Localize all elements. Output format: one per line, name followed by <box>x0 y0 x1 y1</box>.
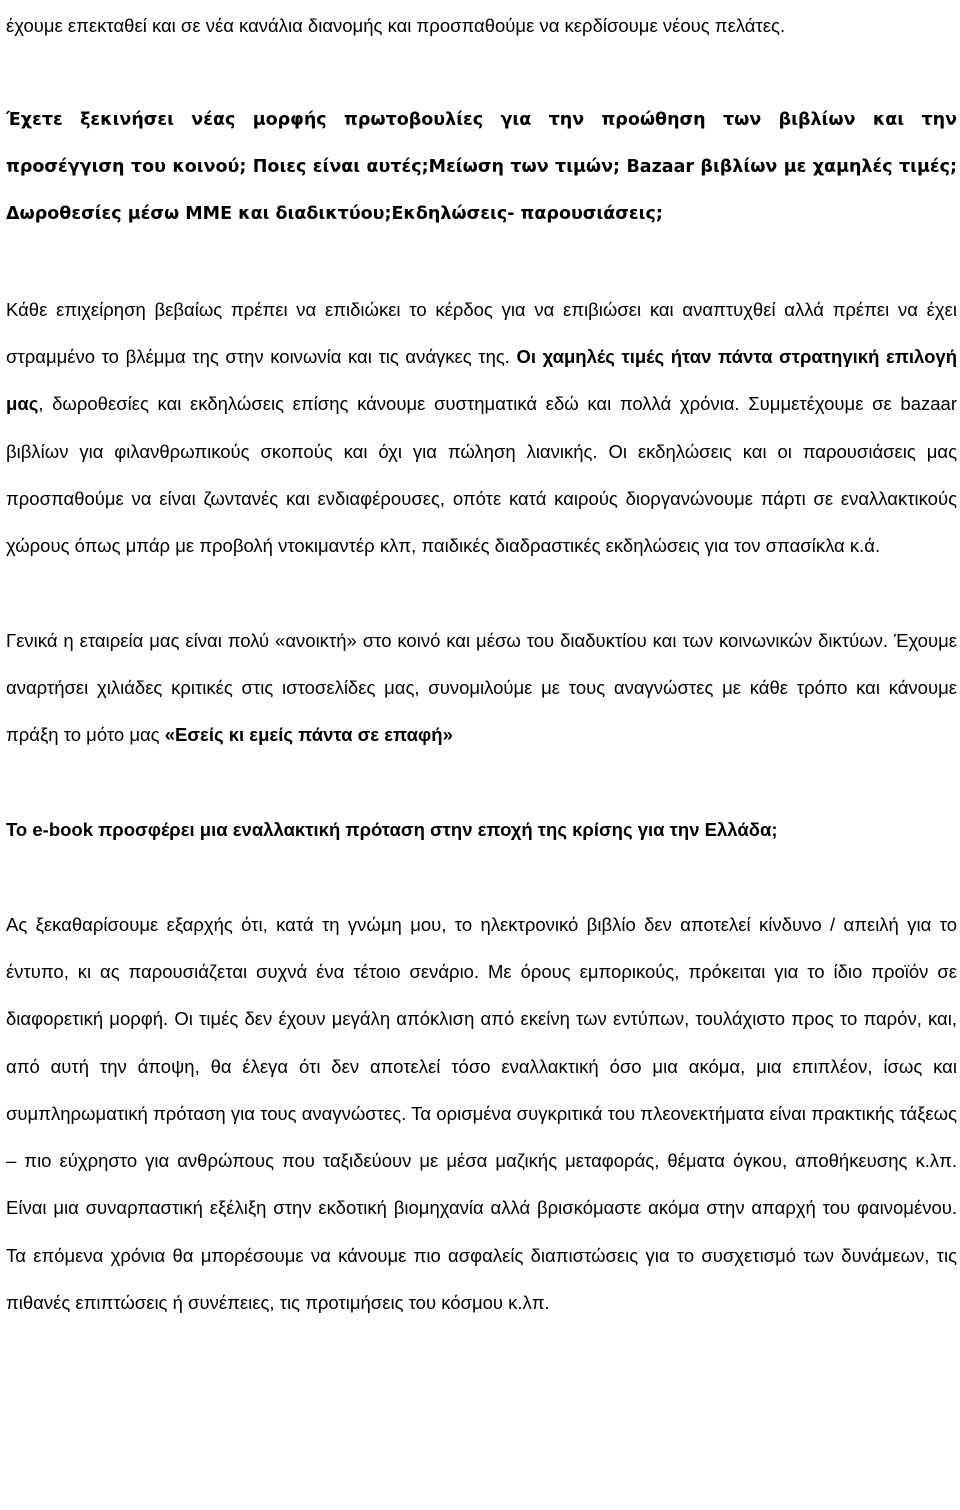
paragraph-company-strategy <box>6 286 957 570</box>
paragraph-ebook-answer: Ας ξεκαθαρίσουμε εξαρχής ότι, κατά τη γνώμη μου, το ηλεκτρονικό βιβλίο δεν αποτελεί κίνδυνο / απειλή για το έντυπο, κι ας παρουσιάζεται συχνά ένα τέτοιο σενάριο. Με όρους εμπορικούς, πρόκειται για το ίδιο προϊόν σε διαφορετική μορφή. Οι τιμές δεν έχουν μεγάλη απόκλιση από εκείνη των εντύπων, τουλάχιστο προς το παρόν, και, από αυτή την άποψη, θα έλεγα ότι δεν αποτελεί τόσο εναλλακτική όσο μια ακόμα, μια επιπλέον, ίσως και συμπληρωματική πρόταση για τους αναγνώστες. Τα ορισμένα συγκριτικά του πλεονεκτήματα είναι πρακτικής τάξεως – πιο εύχρηστο για ανθρώπους που ταξιδεύουν με μέσα μαζικής μεταφοράς, θέματα όγκου, αποθήκευσης κ.λπ. Είναι μια συναρπαστική εξέλιξη στην εκδοτική βιομηχανία αλλά βρισκόμαστε ακόμα στην απαρχή του φαινομένου. Τα επόμενα χρόνια θα μπορέσουμε να κάνουμε πιο ασφαλείς διαπιστώσεις για το συσχετισμό των δυνάμεων, τις πιθανές επιπτώσεις ή συνέπειες, τις προτιμήσεις του κόσμου κ.λπ. <box>6 913 957 1314</box>
bold-phrase-motto: «Εσείς κι εμείς πάντα σε επαφή» <box>164 724 453 746</box>
interview-question-initiatives: Έχετε ξεκινήσει νέας μορφής πρωτοβουλίες για την προώθηση των βιβλίων και την προσέγγιση του κοινού; Ποιες είναι αυτές;Μείωση των τιμών; Bazaar βιβλίων με χαμηλές τιμές; Δωροθεσίες μέσω ΜΜΕ και διαδικτύου;Εκδηλώσεις- παρουσιάσεις; <box>6 109 957 225</box>
text-span: Κάθε επιχείρηση βεβαίως πρέπει να επιδιώκει το κέρδος για να επιβιώσει και αναπτυχθεί αλλά πρέπει να έχει στραμμένο το βλέμμα της στην κοινωνία και τις ανάγκες της. <box>6 298 957 368</box>
text-span: Γενικά η εταιρεία μας είναι πολύ «ανοικτή» στο κοινό και μέσω του διαδυκτίου και των κοινωνικών δικτύων. Έχουμε αναρτήσει χιλιάδες κριτικές στις ιστοσελίδες μας, συνομιλούμε με τους αναγνώστες με κάθε τρόπο και κάνουμε πράξη το μότο μας <box>6 629 957 746</box>
paragraph-intro-continuation: έχουμε επεκταθεί και σε νέα κανάλια διανομής και προσπαθούμε να κερδίσουμε νέους πελάτες. <box>6 15 786 36</box>
bold-phrase-low-prices: Οι χαμηλές τιμές ήταν πάντα στρατηγική επιλογή μας <box>6 346 957 415</box>
paragraph-openness <box>6 617 957 759</box>
text-span: , δωροθεσίες και εκδηλώσεις επίσης κάνουμε συστηματικά εδώ και πολλά χρόνια. Συμμετέχουμε σε bazaar βιβλίων για φιλανθρωπικούς σκοπούς και όχι για πώληση λιανικής. Οι εκδηλώσεις και οι παρουσιάσεις μας προσπαθούμε να είναι ζωντανές και ενδιαφέρουσες, οπότε κατά καιρούς διοργανώνουμε πάρτι σε εναλλακτικούς χώρους όπως μπάρ με προβολή ντοκιμαντέρ κλπ, παιδικές διαδραστικές εκδηλώσεις για τον σπασίκλα κ.ά. <box>6 393 957 557</box>
interview-question-ebook: Το e-book προσφέρει μια εναλλακτική πρόταση στην εποχή της κρίσης για την Ελλάδα; <box>6 819 778 841</box>
document-page <box>6 2 957 1326</box>
